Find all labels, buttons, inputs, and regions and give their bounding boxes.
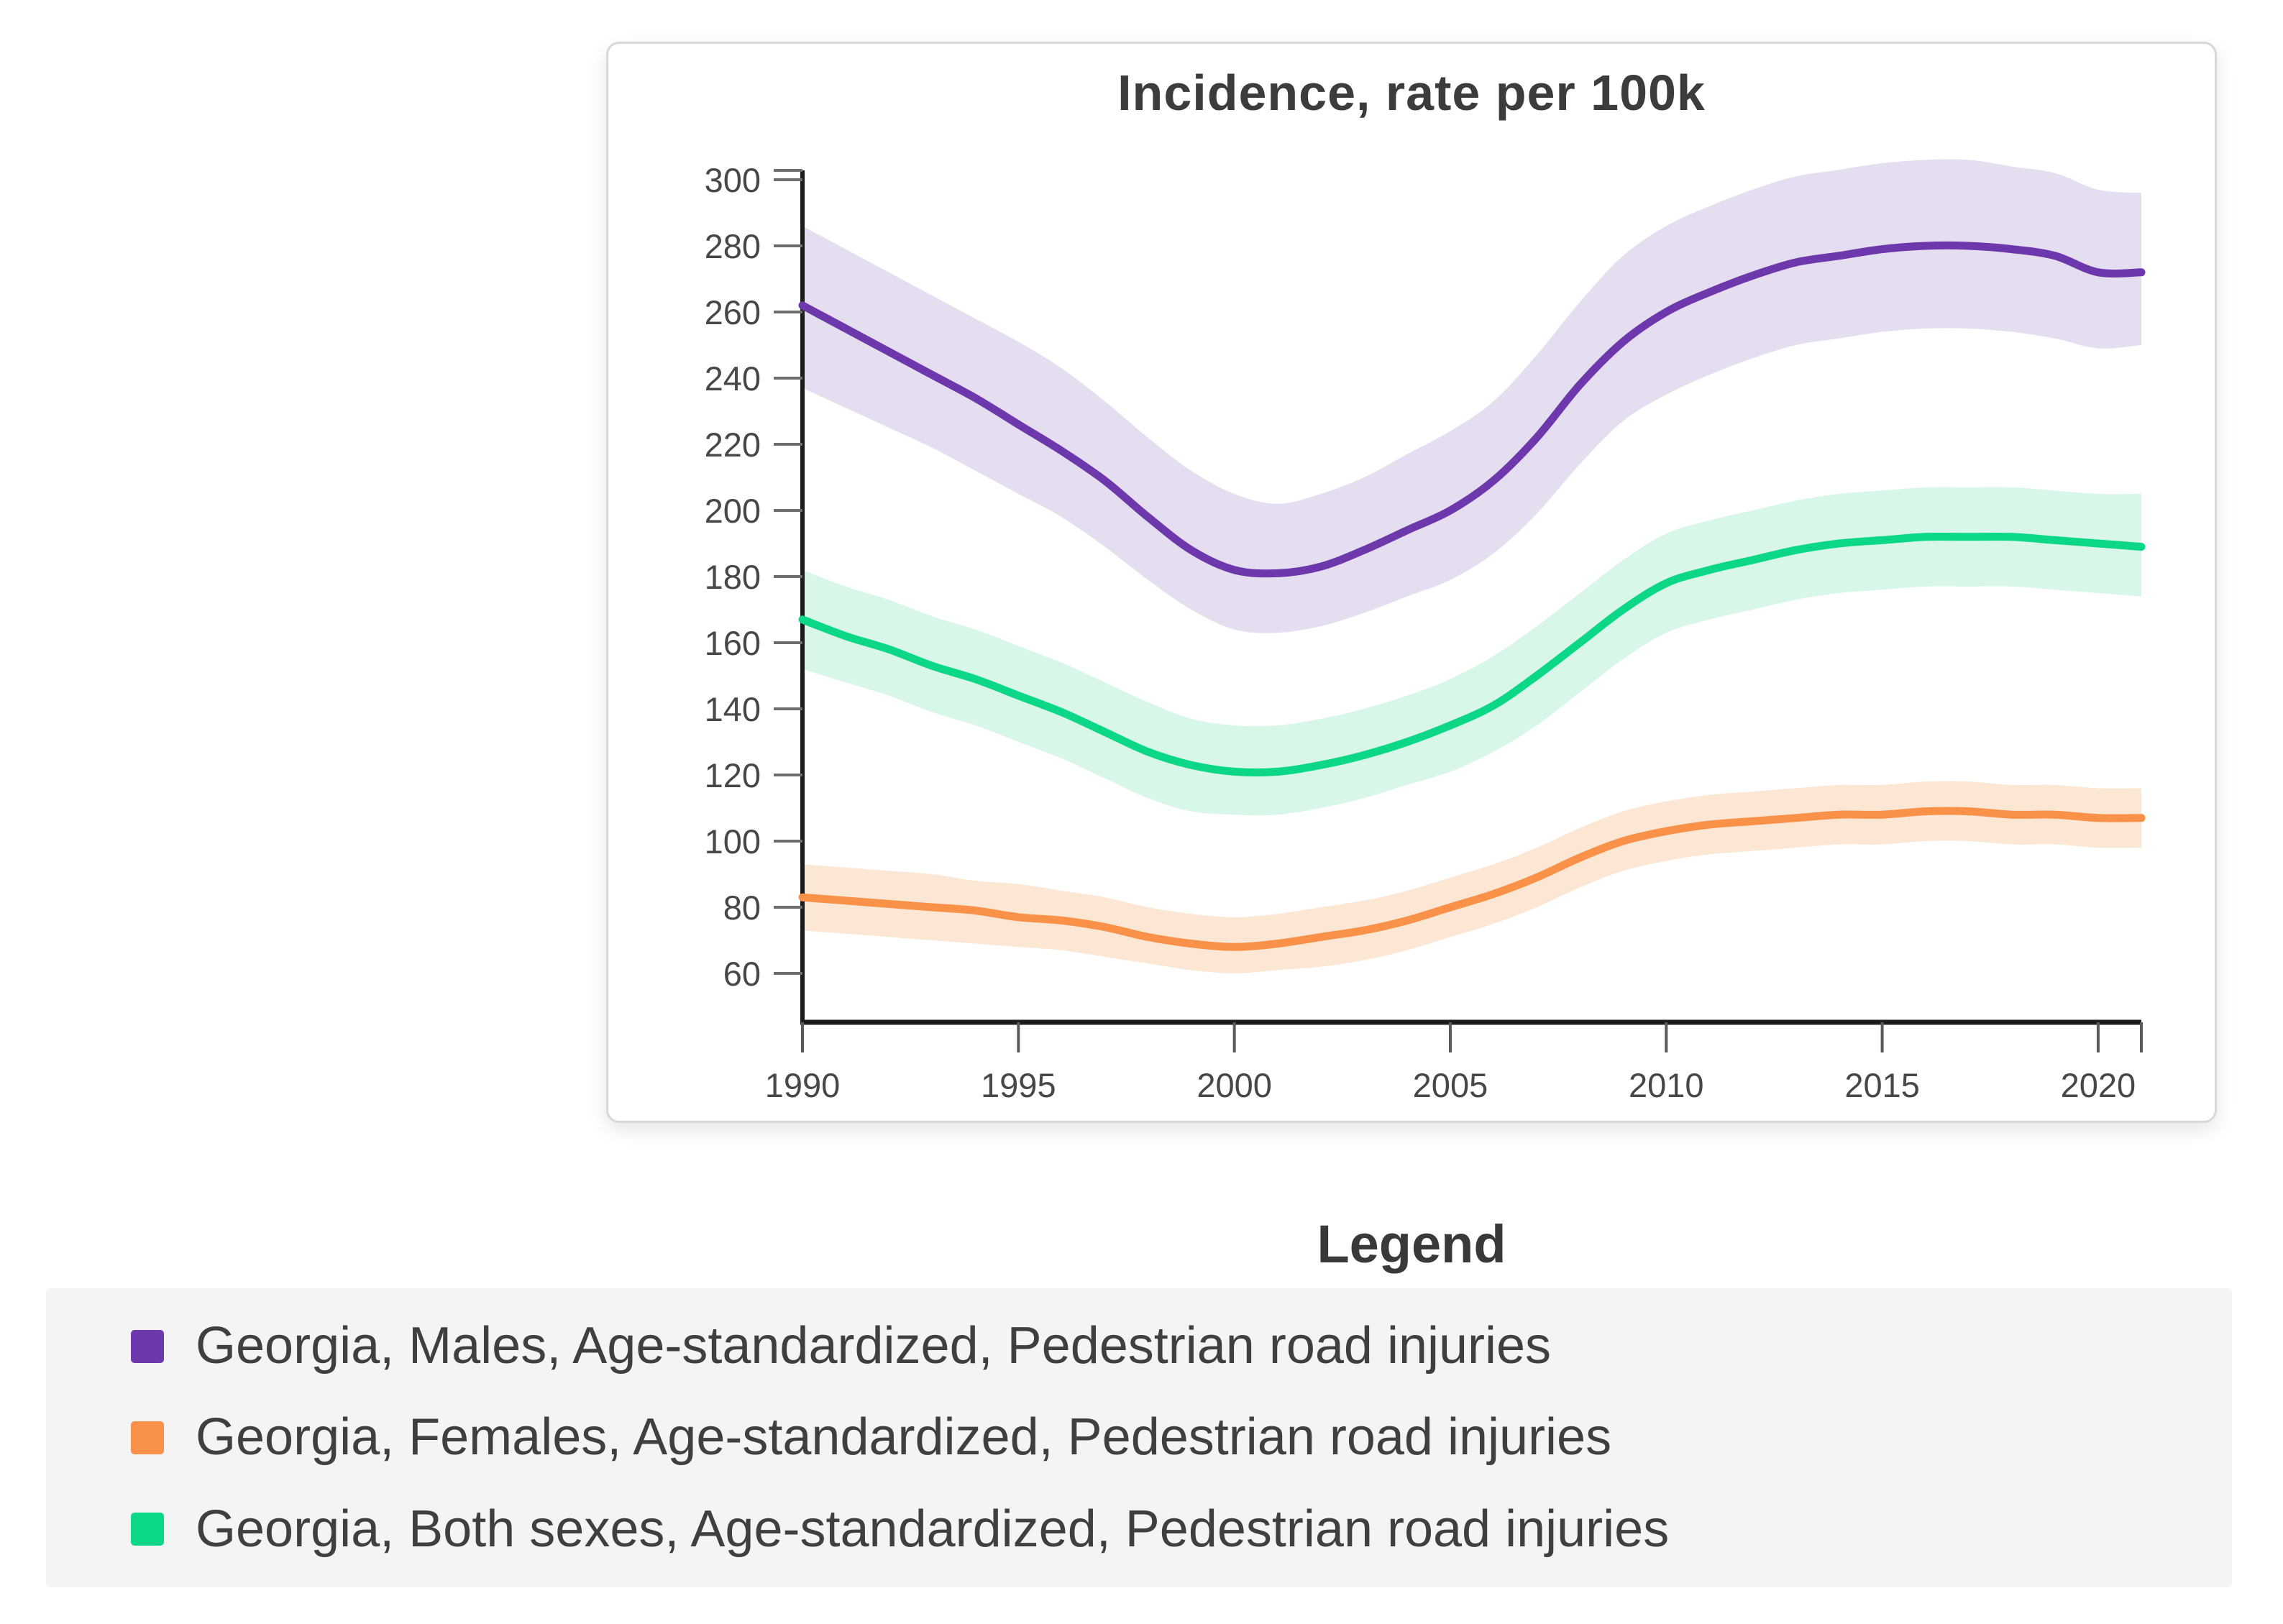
x-tick-label: 2005: [1412, 1066, 1488, 1104]
x-tick-label: 2000: [1197, 1066, 1272, 1104]
legend-panel: [46, 1288, 2232, 1587]
legend-swatch-icon: [131, 1330, 164, 1363]
y-tick-label: 80: [723, 889, 761, 927]
legend-label: Georgia, Females, Age-standardized, Pedestrian road injuries: [196, 1408, 1612, 1467]
y-tick-label: 280: [704, 227, 761, 265]
y-tick-label: 60: [723, 955, 761, 993]
x-tick-label: 1990: [764, 1066, 841, 1104]
legend-swatch-icon: [131, 1421, 164, 1454]
legend-item: [131, 1501, 2232, 1558]
x-tick-label: 2020: [2060, 1066, 2136, 1104]
legend-item: [131, 1318, 2232, 1375]
y-tick-label: 120: [704, 756, 761, 794]
y-tick-label: 220: [704, 426, 761, 464]
x-tick-label: 1995: [981, 1066, 1056, 1104]
legend-item: [131, 1409, 2232, 1466]
legend-label: Georgia, Both sexes, Age-standardized, Pedestrian road injuries: [196, 1500, 1670, 1558]
legend-label: Georgia, Males, Age-standardized, Pedestrian road injuries: [196, 1317, 1552, 1375]
y-tick-label: 180: [704, 558, 761, 596]
y-tick-label: 140: [704, 690, 761, 728]
chart-title: Incidence, rate per 100k: [1117, 65, 1706, 121]
x-tick-label: 2010: [1629, 1066, 1704, 1104]
y-tick-label: 200: [704, 492, 761, 530]
y-tick-label: 300: [704, 161, 761, 199]
x-tick-label: 2015: [1844, 1066, 1920, 1104]
legend-swatch-icon: [131, 1513, 164, 1546]
y-tick-label: 260: [704, 293, 761, 331]
legend-heading: Legend: [1317, 1214, 1506, 1274]
y-tick-label: 240: [704, 359, 761, 398]
y-tick-label: 160: [704, 624, 761, 662]
y-tick-label: 100: [704, 822, 761, 861]
